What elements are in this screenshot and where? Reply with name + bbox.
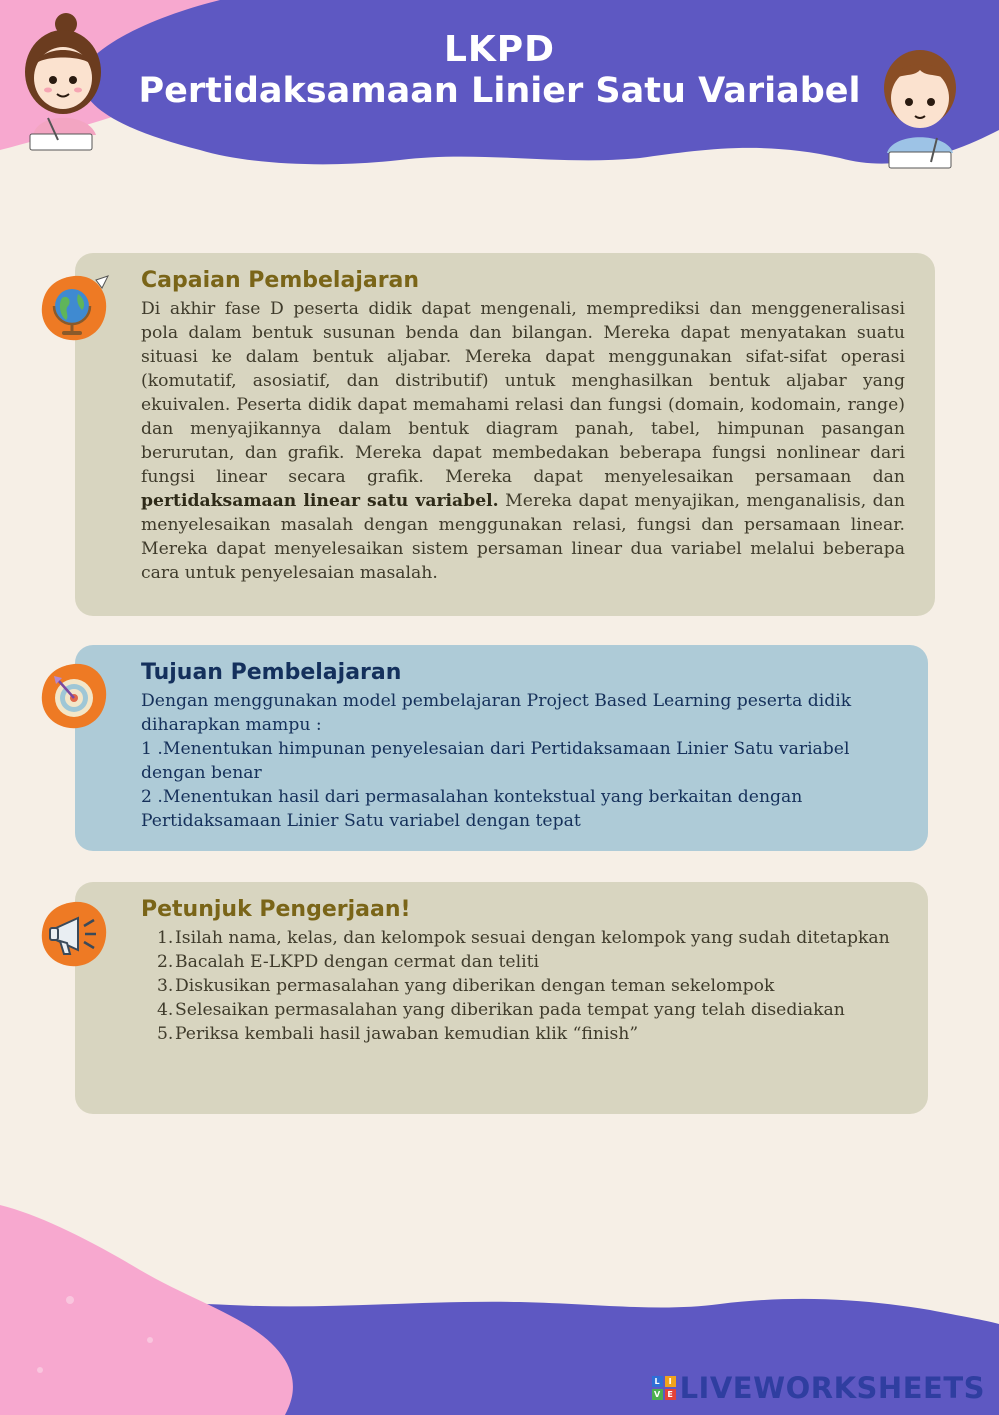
capaian-card: [75, 253, 935, 616]
step-number: 1.: [157, 928, 174, 948]
live-letter-l: L: [652, 1376, 663, 1387]
list-item: [157, 998, 898, 1022]
step-text: Bacalah E-LKPD dengan cermat dan teliti: [175, 952, 539, 972]
step-text: Periksa kembali hasil jawaban kemudian klik “finish”: [175, 1024, 639, 1044]
capaian-text-bold: pertidaksamaan linear satu variabel.: [141, 491, 499, 511]
live-letter-v: V: [652, 1389, 663, 1400]
capaian-title: Capaian Pembelajaran: [141, 268, 420, 293]
step-text: Isilah nama, kelas, dan kelompok sesuai dengan kelompok yang sudah ditetapkan: [175, 928, 890, 948]
petunjuk-steps: [141, 926, 898, 1046]
live-letter-e: E: [665, 1389, 676, 1400]
capaian-text: [141, 297, 905, 585]
header-title: LKPD: [443, 29, 556, 70]
step-number: 3.: [157, 976, 174, 996]
page-header: [0, 30, 999, 112]
list-item: [157, 974, 898, 998]
liveworksheets-logo[interactable]: [652, 1371, 985, 1405]
capaian-text-part2: Mereka dapat menyajikan, menganalisis, dan menyelesaikan masalah dengan menggunakan relasi, fungsi dan persamaan linear. Mereka dapat menyelesaikan sistem persaman linear dua variabel melalui beberapa cara untuk penyelesaian masalah.: [141, 491, 905, 583]
list-item: [157, 926, 898, 950]
megaphone-icon: [38, 898, 110, 970]
header-subtitle: Pertidaksamaan Linier Satu Variabel: [138, 71, 861, 111]
globe-icon: [38, 272, 110, 344]
boy-writing-illustration: [875, 38, 965, 173]
target-icon: [38, 660, 110, 732]
live-logo-blocks: [652, 1376, 676, 1400]
capaian-text-part1: Di akhir fase D peserta didik dapat mengenali, memprediksi dan menggeneralisasi pola dalam bentuk susunan benda dan bilangan. Mereka dapat menyatakan suatu situasi ke dalam bentuk aljabar. Mereka dapat menggunakan sifat-sifat operasi (komutatif, asosiatif, dan distributif) untuk menghasilkan bentuk aljabar yang ekuivalen. Peserta didik dapat memahami relasi dan fungsi (domain, kodomain, range) dan menyajikannya dalam bentuk diagram panah, tabel, himpunan pasangan berurutan, dan grafik. Mereka dapat membedakan beberapa fungsi nonlinear dari fungsi linear secara grafik. Mereka dapat menyelesaikan persamaan dan: [141, 299, 905, 487]
step-number: 5.: [157, 1024, 174, 1044]
tujuan-title: Tujuan Pembelajaran: [141, 660, 402, 685]
liveworksheets-wordmark: LIVEWORKSHEETS: [679, 1371, 985, 1405]
tujuan-intro: Dengan menggunakan model pembelajaran Project Based Learning peserta didik diharapkan mampu :: [141, 691, 852, 735]
girl-writing-illustration: [18, 10, 108, 155]
step-text: Diskusikan permasalahan yang diberikan dengan teman sekelompok: [175, 976, 775, 996]
live-letter-i: I: [665, 1376, 676, 1387]
step-text: Selesaikan permasalahan yang diberikan pada tempat yang telah disediakan: [175, 1000, 845, 1020]
petunjuk-card: [75, 882, 928, 1114]
tujuan-card: [75, 645, 928, 851]
list-item: [157, 950, 898, 974]
step-number: 4.: [157, 1000, 174, 1020]
petunjuk-title: Petunjuk Pengerjaan!: [141, 897, 411, 922]
tujuan-item-1: 1 .Menentukan himpunan penyelesaian dari Pertidaksamaan Linier Satu variabel dengan benar: [141, 739, 850, 783]
step-number: 2.: [157, 952, 174, 972]
tujuan-item-2: 2 .Menentukan hasil dari permasalahan kontekstual yang berkaitan dengan Pertidaksamaan Linier Satu variabel dengan tepat: [141, 787, 803, 831]
list-item: [157, 1022, 898, 1046]
